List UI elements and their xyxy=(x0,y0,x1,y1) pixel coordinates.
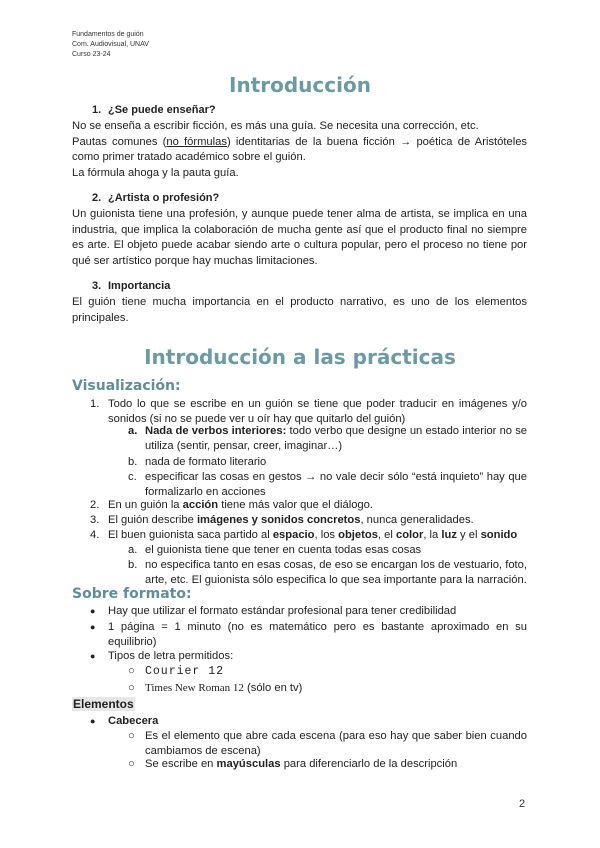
section-title-practicas: Introducción a las prácticas xyxy=(144,345,456,369)
list-item xyxy=(128,455,527,470)
list-marker: b. xyxy=(128,559,138,571)
list-marker: 2. xyxy=(90,499,100,511)
list-marker: 1. xyxy=(90,398,100,410)
list-item-text: Se escribe en mayúsculas para diferenciarlo de la descripción xyxy=(145,758,458,770)
list-item xyxy=(128,424,527,455)
list-marker: a. xyxy=(128,425,138,437)
list-item xyxy=(128,558,527,589)
list-item xyxy=(128,470,527,501)
section-title: Importancia xyxy=(108,280,171,292)
list-item xyxy=(128,729,527,760)
list-item xyxy=(128,664,527,679)
section-number: 1. xyxy=(92,104,102,116)
underlined-text: no fórmulas xyxy=(166,135,227,148)
list-item-text: Cabecera xyxy=(108,715,159,727)
list-item-text: especificar las cosas en gestos → no vale decir sólo “está inquieto” hay que formalizarlo en acciones xyxy=(145,471,527,499)
list-item xyxy=(128,757,527,772)
bullet-icon: ● xyxy=(90,606,96,616)
list-item xyxy=(90,604,527,619)
list-item-text: 1 página = 1 minuto (no es matemático pero es bastante aproximado en su equilibrio) xyxy=(108,621,527,649)
paragraph: Un guionista tiene una profesión, y aunque puede tener alma de artista, se implica en una industria, que implica la colaboración de mucha gente así que el producto final no siempre es arte. El objeto puede acabar siendo arte o cultura popular, pero el proceso no tiene por qué ser artístico porque hay muchas limitaciones. xyxy=(72,208,527,267)
circle-bullet-icon: ○ xyxy=(128,758,135,770)
list-item xyxy=(90,498,527,513)
section-heading xyxy=(92,192,219,204)
list-item xyxy=(128,543,527,558)
section-title: ¿Se puede enseñar? xyxy=(108,104,216,116)
subsection-heading-elementos: Elementos xyxy=(73,697,134,711)
section-number: 3. xyxy=(92,280,102,292)
list-item xyxy=(90,714,527,729)
circle-bullet-icon: ○ xyxy=(128,730,135,742)
paragraph: Pautas comunes (no fórmulas) identitarias de la buena ficción → poética de Aristóteles como primer tratado académico sobre el guión. xyxy=(72,135,528,163)
page-title: Introducción xyxy=(229,73,371,97)
header-year: Curso 23-24 xyxy=(72,51,111,58)
list-marker: 4. xyxy=(90,529,100,541)
list-marker: b. xyxy=(128,456,138,468)
header-course: Fundamentos de guión xyxy=(72,31,144,38)
section-body xyxy=(72,295,527,326)
list-item-text: Times New Roman 12 (sólo en tv) xyxy=(145,682,303,694)
list-item-text: El buen guionista saca partido al espacio, los objetos, el color, la luz y el sonido xyxy=(108,529,518,541)
list-item-text: El guión describe imágenes y sonidos concretos, nunca generalidades. xyxy=(108,514,474,526)
circle-bullet-icon: ○ xyxy=(128,665,135,677)
font-sample-courier: Courier 12 xyxy=(145,665,225,678)
section-heading xyxy=(92,104,216,116)
subsection-heading-visualizacion: Visualización: xyxy=(72,378,181,394)
bullet-icon: ● xyxy=(90,716,96,726)
list-item-text: Nada de verbos interiores: todo verbo que designe un estado interior no se utiliza (sentir, pensar, creer, imaginar…) xyxy=(145,425,528,453)
bullet-icon: ● xyxy=(90,651,96,661)
list-marker: c. xyxy=(128,471,137,483)
section-body xyxy=(72,119,527,181)
list-item xyxy=(90,620,527,651)
header-degree: Com. Audiovisual, UNAV xyxy=(72,41,149,48)
list-item-text: nada de formato literario xyxy=(145,456,267,468)
section-heading xyxy=(92,280,170,292)
list-item-text: Todo lo que se escribe en un guión se tiene que poder traducir en imágenes y/o sonidos (si no se puede ver u oír hay que quitarlo del guión) xyxy=(108,398,527,426)
page-number: 2 xyxy=(519,798,526,810)
list-item-text: En un guión la acción tiene más valor que el diálogo. xyxy=(108,499,373,511)
subsection-heading-formato: Sobre formato: xyxy=(72,586,192,602)
list-item-text: Tipos de letra permitidos: xyxy=(108,650,234,662)
paragraph: No se enseña a escribir ficción, es más una guía. Se necesita una corrección, etc. xyxy=(72,120,479,132)
list-item xyxy=(90,649,527,664)
list-item-text: Hay que utilizar el formato estándar profesional para tener credibilidad xyxy=(108,605,457,617)
list-item-text: no especifica tanto en esas cosas, de eso se encargan los de vestuario, foto, arte, etc. El guionista sólo especifica lo que sea importante para la narración. xyxy=(145,559,527,587)
list-item-text: Es el elemento que abre cada escena (para eso hay que saber bien cuando cambiamos de escena) xyxy=(145,730,527,758)
circle-bullet-icon: ○ xyxy=(128,682,135,694)
section-body xyxy=(72,207,527,269)
list-item xyxy=(128,681,527,696)
font-sample-times: Times New Roman 12 xyxy=(145,682,244,694)
paragraph: La fórmula ahoga y la pauta guía. xyxy=(72,166,239,179)
list-item-text: el guionista tiene que tener en cuenta todas esas cosas xyxy=(145,544,422,556)
list-marker: 3. xyxy=(90,514,100,526)
document-header xyxy=(72,30,149,60)
list-item xyxy=(90,513,527,528)
list-item xyxy=(90,528,527,543)
list-marker: a. xyxy=(128,544,138,556)
section-title: ¿Artista o profesión? xyxy=(108,192,220,204)
bullet-icon: ● xyxy=(90,622,96,632)
paragraph: El guión tiene mucha importancia en el producto narrativo, es uno de los elementos principales. xyxy=(72,296,527,324)
section-number: 2. xyxy=(92,192,102,204)
